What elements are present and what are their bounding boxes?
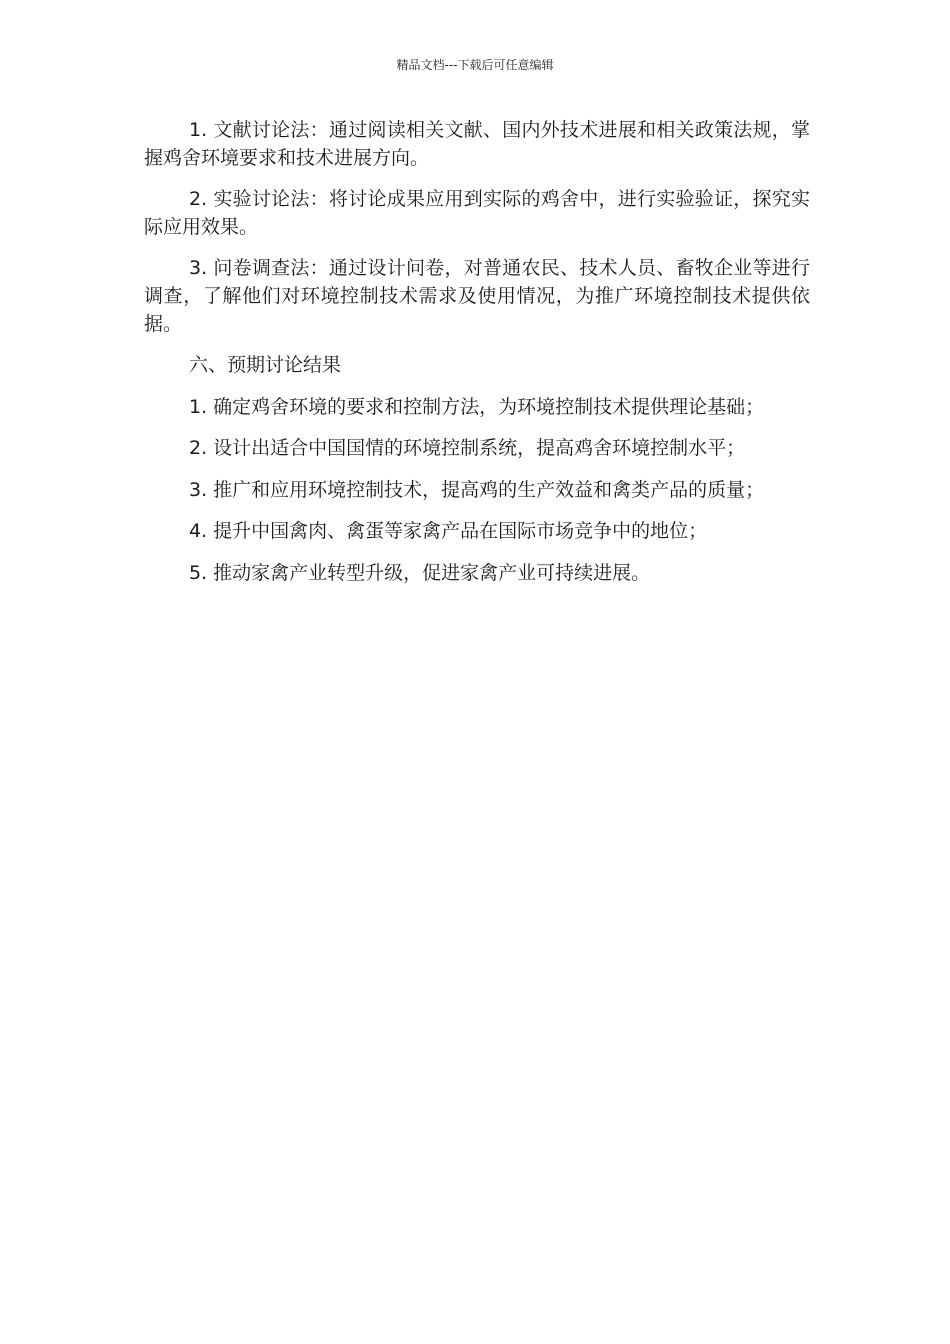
result-item-5: 5. 推动家禽产业转型升级，促进家禽产业可持续进展。: [189, 561, 651, 584]
method-questionnaire: 3. 问卷调查法：通过设计问卷，对普通农民、技术人员、畜牧企业等进行调查，了解他们对环境控制技术需求及使用情况，为推广环境控制技术提供依据。: [144, 257, 810, 335]
result-item-2: 2. 设计出适合中国国情的环境控制系统，提高鸡舍环境控制水平；: [189, 437, 746, 459]
method-experiment: 2. 实验讨论法：将讨论成果应用到实际的鸡舍中，进行实验验证，探究实际应用效果。: [144, 188, 810, 238]
section-heading: 六、预期讨论结果: [189, 354, 342, 376]
result-item-4: 4. 提升中国禽肉、禽蛋等家禽产品在国际市场竞争中的地位；: [189, 520, 708, 542]
document-body: [144, 116, 810, 600]
method-literature: 1. 文献讨论法：通过阅读相关文献、国内外技术进展和相关政策法规，掌握鸡舍环境要求和技术进展方向。: [144, 119, 810, 169]
result-item-3: 3. 推广和应用环境控制技术，提高鸡的生产效益和禽类产品的质量；: [189, 478, 765, 501]
result-item-1: 1. 确定鸡舍环境的要求和控制方法，为环境控制技术提供理论基础；: [189, 395, 765, 418]
page-header: 精品文档---下载后可任意编辑: [396, 58, 554, 72]
